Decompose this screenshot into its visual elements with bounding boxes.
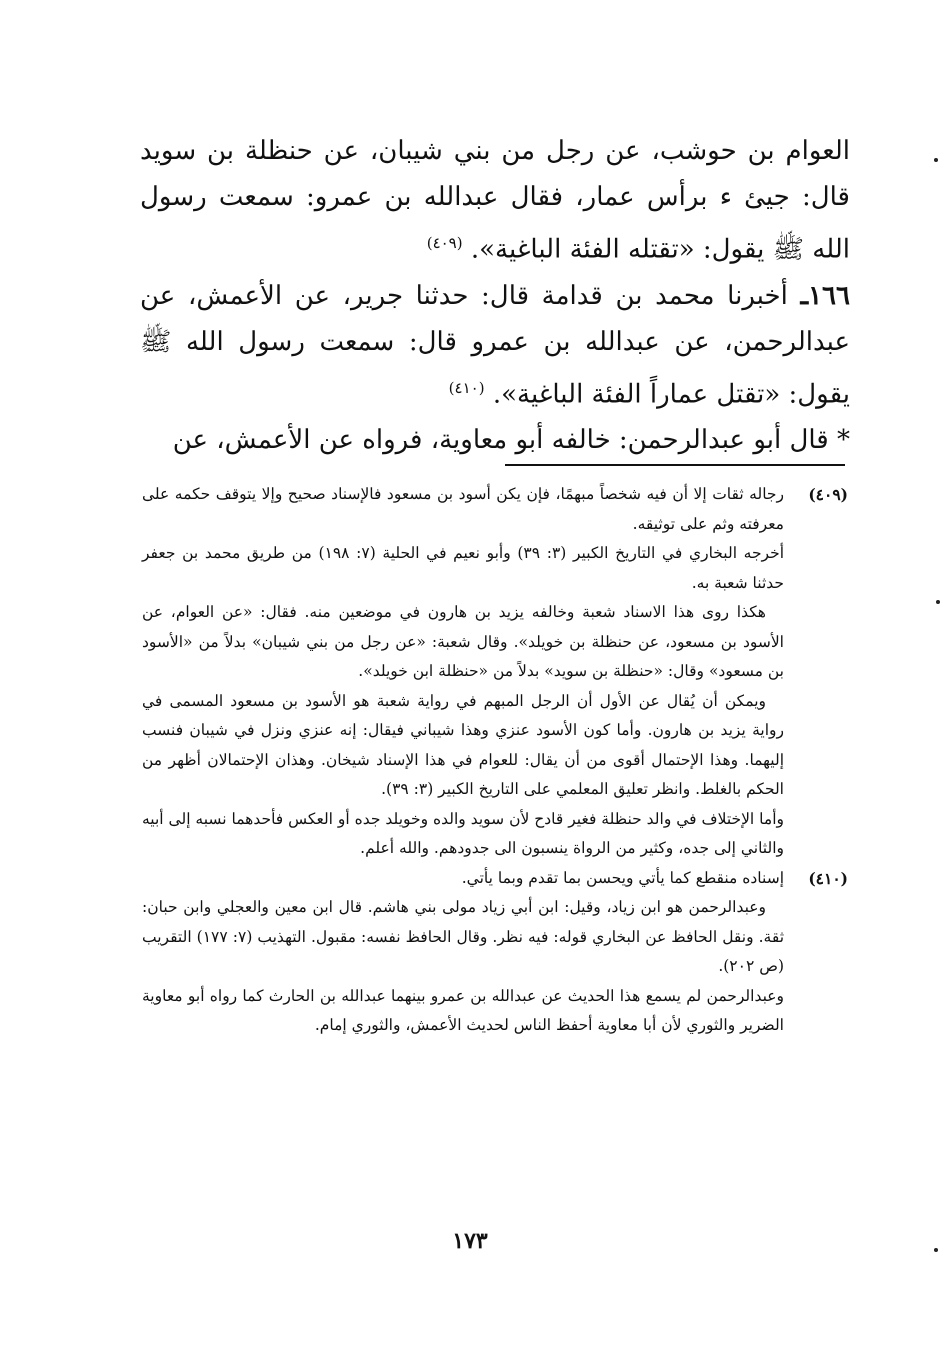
footnote-paragraph: أخرجه البخاري في التاريخ الكبير (٣: ٣٩) وأبو نعيم في الحلية (٧: ١٩٨) من طريق محمد بن جعفر حدثنا شعبة به.	[142, 544, 784, 592]
footnote-body	[142, 864, 784, 1041]
main-paragraph-2-text: أخبرنا محمد بن قدامة قال: حدثنا جرير، عن الأعمش، عن عبدالرحمن، عن عبدالله بن عمرو قال: سمعت رسول الله ﷺ يقول: «تقتل عماراً الفئة الباغية».	[140, 280, 850, 410]
main-text	[140, 128, 850, 463]
hadith-number: ١٦٦ـ	[800, 280, 850, 311]
footnote-paragraph: رجاله ثقات إلا أن فيه شخصاً مبهمًا، فإن يكن أسود بن مسعود فالإسناد صحيح وإلا يتوقف حكمه على معرفته وثم على توثيقه.	[142, 485, 784, 533]
footnote-paragraph: ويمكن أن يُقال عن الأول أن الرجل المبهم في رواية شعبة هو الأسود بن مسعود المسمى في رواية يزيد بن هارون. وأما كون الأسود عنزي وهذا شيباني فيقال: إنه عنزي ونزل في شيبان فنسب إليهما. وهذا الإحتمال أقوى من أن يقال: للعوام في هذا الإسناد شيخان. وهذان الإحتمالان أظهر من الحكم بالغلط. وانظر تعليق المعلمي على التاريخ الكبير (٣: ٣٩).	[142, 691, 784, 798]
main-paragraph-1	[140, 128, 850, 273]
footnote-ref-409: (٤٠٩)	[426, 234, 463, 252]
footnote-ref-410: (٤١٠)	[448, 378, 485, 397]
footnote-paragraph: وعبدالرحمن هو ابن زياد، وقيل: ابن أبي زياد مولى بني هاشم. قال ابن معين والعجلي وابن حبان: ثقة. ونقل الحافظ عن البخاري قوله: فيه نظر. وقال الحافظ نفسه: مقبول. التهذيب (٧: ١٧٧) التقريب (ص ٢٠٢).	[142, 898, 785, 975]
main-paragraph-2	[140, 273, 850, 418]
footnote-body	[142, 480, 784, 864]
footnote-separator	[505, 464, 845, 466]
main-paragraph-1-text: العوام بن حوشب، عن رجل من بني شيبان، عن حنظلة بن سويد قال: جيئ ء برأس عمار، فقال عبدالله بن عمرو: سمعت رسول الله ﷺ يقول: «تقتله الفئة الباغية».	[140, 136, 850, 265]
footnote-paragraph: هكذا روى هذا الاسناد شعبة وخالفه يزيد بن هارون في موضعين منه. فقال: «عن العوام، عن الأسود بن مسعود، عن حنظلة بن خويلد». وقال شعبة: «عن رجل من بني شيبان» بدلاً من «الأسود بن مسعود» وقال: «حنظلة بن سويد» بدلاً من «حنظلة ابن خويلد».	[142, 603, 784, 680]
footnote-409	[142, 480, 848, 864]
scan-mark	[936, 600, 940, 604]
scan-mark	[934, 1248, 938, 1252]
footnotes	[142, 480, 848, 1041]
main-paragraph-3: * قال أبو عبدالرحمن: خالفه أبو معاوية، فرواه عن الأعمش، عن	[172, 425, 850, 456]
footnote-paragraph: وعبدالرحمن لم يسمع هذا الحديث عن عبدالله بن عمرو بينهما عبدالله بن الحارث كما رواه أبو معاوية الضرير والثوري لأن أبا معاوية أحفظ الناس لحديث الأعمش، والثوري إمام.	[142, 986, 784, 1034]
footnote-410	[142, 864, 848, 1041]
footnote-paragraph: وأما الإختلاف في والد حنظلة فغير قادح لأن سويد والده وخويلد جده أو العكس فأحدهما نسبه إلى أبيه والثاني إلى جده، وكثير من الرواة ينسبون الى جدودهم. والله أعلم.	[142, 809, 784, 857]
footnote-number: (٤١٠)	[808, 868, 848, 888]
footnote-paragraph: إسناده منقطع كما يأتي ويحسن بما تقدم وبما يأتي.	[461, 868, 784, 887]
footnote-number: (٤٠٩)	[808, 485, 848, 504]
scan-mark	[934, 158, 938, 162]
page-number: ١٧٣	[452, 1228, 488, 1254]
